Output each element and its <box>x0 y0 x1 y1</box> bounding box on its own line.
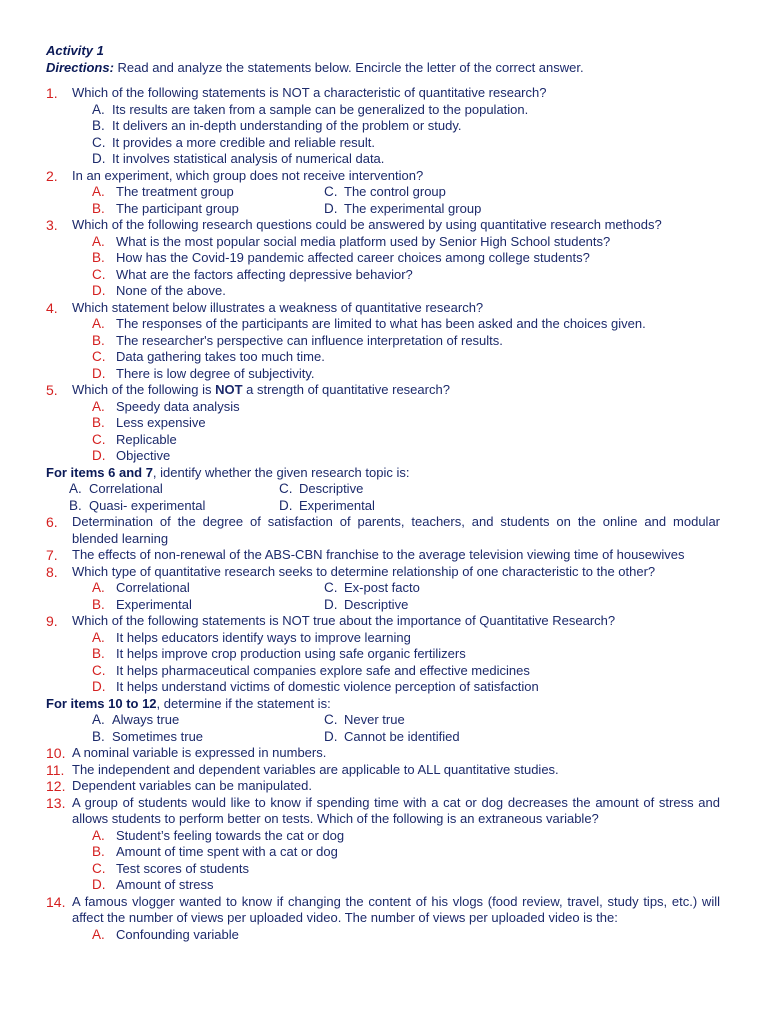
choice-a <box>69 481 279 498</box>
option-letter: C. <box>92 134 106 150</box>
option-text: Less expensive <box>116 415 206 430</box>
option-c[interactable] <box>324 580 720 597</box>
choice-d <box>279 498 720 515</box>
question-text-emphasis: NOT <box>215 382 243 397</box>
section-heading: For items 10 to 12 <box>46 695 157 711</box>
option-letter: A. <box>92 101 105 117</box>
question-11 <box>46 762 720 779</box>
choice-b <box>92 729 324 746</box>
option-text: It provides a more credible and reliable result. <box>112 134 376 150</box>
option-letter: C. <box>92 860 106 876</box>
option-letter: A. <box>92 398 105 414</box>
option-text: Speedy data analysis <box>116 398 240 414</box>
option-letter: A. <box>92 580 105 595</box>
option-a[interactable] <box>92 234 720 251</box>
section-text: , identify whether the given research topic is: <box>152 464 410 480</box>
question-text: The independent and dependent variables are applicable to ALL quantitative studies. <box>72 761 559 777</box>
option-text: It helps educators identify ways to improve learning <box>116 629 411 645</box>
option-a[interactable] <box>92 399 720 416</box>
option-letter: D. <box>92 877 106 892</box>
question-number: 14. <box>46 893 66 910</box>
option-text: Sometimes true <box>112 728 204 744</box>
option-c[interactable] <box>92 663 720 680</box>
option-letter: B. <box>92 596 105 612</box>
option-text: The experimental group <box>344 200 482 216</box>
question-number: 4. <box>46 299 58 316</box>
option-text: What is the most popular social media platform used by Senior High School students? <box>116 233 611 249</box>
question-number: 1. <box>46 85 58 101</box>
question-text: Which type of quantitative research seeks to determine relationship of one characteristic to the other? <box>72 563 656 579</box>
option-b[interactable] <box>92 201 324 218</box>
question-2 <box>46 168 720 185</box>
question-text: Which of the following statements is NOT true about the importance of Quantitative Research? <box>72 613 616 628</box>
option-text: How has the Covid-19 pandemic affected career choices among college students? <box>116 250 590 265</box>
option-text: Objective <box>116 448 171 463</box>
section-text: , determine if the statement is: <box>156 695 331 711</box>
option-letter: B. <box>92 200 105 216</box>
option-letter: B. <box>92 332 105 348</box>
option-text: Cannot be identified <box>344 728 460 744</box>
question-number: 12. <box>46 778 66 794</box>
question-10 <box>46 745 720 762</box>
option-letter: A. <box>92 926 105 942</box>
option-d[interactable] <box>92 877 720 894</box>
option-text: It helps improve crop production using safe organic fertilizers <box>116 646 466 661</box>
question-6 <box>46 514 720 547</box>
option-b[interactable] <box>92 333 720 350</box>
option-letter: B. <box>92 415 105 430</box>
question-text: A famous vlogger wanted to know if changing the content of his vlogs (food review, travel, study tips, etc.) will affect the number of views per uploaded video. The number of views per uploaded video is the: <box>72 893 720 925</box>
option-text: Test scores of students <box>116 860 249 876</box>
section-heading: For items 6 and 7 <box>46 464 153 480</box>
question-number: 3. <box>46 217 58 233</box>
question-3-options <box>46 234 720 300</box>
option-c[interactable] <box>324 184 720 201</box>
question-number: 7. <box>46 547 58 563</box>
option-letter: A. <box>92 184 105 199</box>
question-number: 2. <box>46 167 58 184</box>
option-text: Its results are taken from a sample can be generalized to the population. <box>112 101 529 117</box>
option-letter: B. <box>92 250 105 265</box>
option-letter: A. <box>92 316 105 331</box>
option-letter: C. <box>92 266 106 282</box>
option-b[interactable] <box>92 415 720 432</box>
option-text: Experimental <box>116 596 192 612</box>
option-text: Descriptive <box>299 481 364 496</box>
option-letter: C. <box>324 580 338 595</box>
option-text: The treatment group <box>116 184 234 199</box>
question-text: Dependent variables can be manipulated. <box>72 778 312 793</box>
option-letter: B. <box>69 497 82 513</box>
question-text: Which of the following statements is NOT a characteristic of quantitative research? <box>72 85 547 100</box>
option-letter: D. <box>92 365 106 381</box>
activity-title: Activity 1 <box>46 43 104 58</box>
option-a[interactable] <box>92 828 720 845</box>
option-letter: D. <box>92 448 106 463</box>
option-text: Ex-post facto <box>344 580 420 595</box>
option-text: Amount of stress <box>116 877 214 892</box>
option-a[interactable] <box>92 316 720 333</box>
choice-b <box>69 498 279 515</box>
option-text: Descriptive <box>344 596 409 612</box>
option-b[interactable] <box>92 646 720 663</box>
option-letter: A. <box>92 827 105 843</box>
option-d[interactable] <box>92 151 720 168</box>
option-text: Never true <box>344 712 405 727</box>
question-number: 9. <box>46 613 58 629</box>
option-letter: C. <box>324 184 338 199</box>
section-instruction-6-7 <box>46 465 720 482</box>
option-b[interactable] <box>92 118 720 135</box>
question-text: The effects of non-renewal of the ABS-CBN franchise to the average television viewing time of housewives <box>72 547 685 562</box>
question-text-post: a strength of quantitative research? <box>242 382 450 397</box>
option-b[interactable] <box>92 250 720 267</box>
option-text: What are the factors affecting depressive behavior? <box>116 266 413 282</box>
question-14 <box>46 894 720 927</box>
option-letter: A. <box>92 233 105 249</box>
question-number: 6. <box>46 514 58 530</box>
question-1 <box>46 85 720 102</box>
question-4 <box>46 300 720 317</box>
question-1-options <box>46 102 720 168</box>
option-letter: C. <box>92 431 106 447</box>
option-letter: C. <box>324 712 338 727</box>
section-1-choices <box>46 481 720 514</box>
question-text-pre: Which of the following is <box>72 382 216 397</box>
question-text <box>72 382 720 399</box>
question-number: 5. <box>46 382 58 398</box>
option-text: The control group <box>344 184 446 199</box>
option-letter: D. <box>92 151 106 166</box>
question-7 <box>46 547 720 564</box>
choice-a <box>92 712 324 729</box>
question-13 <box>46 795 720 828</box>
option-letter: D. <box>324 596 338 612</box>
option-letter: A. <box>92 629 105 645</box>
option-letter: C. <box>92 662 106 678</box>
directions-label: Directions: <box>46 59 114 75</box>
section-instruction-10-12 <box>46 696 720 713</box>
option-text: Confounding variable <box>116 926 239 942</box>
option-letter: D. <box>92 679 106 694</box>
option-a[interactable] <box>92 102 720 119</box>
option-a[interactable] <box>92 927 720 944</box>
option-letter: A. <box>92 712 105 727</box>
option-b[interactable] <box>92 844 720 861</box>
option-c[interactable] <box>92 349 720 366</box>
option-c[interactable] <box>92 432 720 449</box>
option-letter: D. <box>324 728 338 744</box>
question-14-options <box>46 927 720 944</box>
option-letter: C. <box>279 481 293 496</box>
option-text: The responses of the participants are limited to what has been asked and the choices given. <box>116 316 646 331</box>
question-13-options <box>46 828 720 894</box>
question-number: 8. <box>46 563 58 580</box>
choice-d <box>324 729 720 746</box>
question-9 <box>46 613 720 630</box>
option-letter: C. <box>92 349 106 364</box>
option-d[interactable] <box>92 448 720 465</box>
option-d[interactable] <box>324 201 720 218</box>
option-text: Experimental <box>299 497 375 513</box>
option-text: Amount of time spent with a cat or dog <box>116 844 338 859</box>
option-text: It helps pharmaceutical companies explore safe and effective medicines <box>116 662 530 678</box>
question-8-options <box>46 580 720 613</box>
option-letter: B. <box>92 118 105 133</box>
option-a[interactable] <box>92 630 720 647</box>
question-text: Which statement below illustrates a weakness of quantitative research? <box>72 299 484 315</box>
option-letter: D. <box>324 200 338 216</box>
option-text: It delivers an in-depth understanding of the problem or study. <box>112 118 462 133</box>
option-text: The researcher's perspective can influence interpretation of results. <box>116 332 503 348</box>
option-text: Correlational <box>116 580 190 595</box>
choice-c <box>279 481 720 498</box>
option-text: Quasi- experimental <box>89 497 206 513</box>
option-text: Correlational <box>89 481 163 496</box>
question-text: In an experiment, which group does not receive intervention? <box>72 167 424 183</box>
option-text: Student’s feeling towards the cat or dog <box>116 827 345 843</box>
option-letter: A. <box>69 481 82 496</box>
question-5-options <box>46 399 720 465</box>
question-text: Which of the following research questions could be answered by using quantitative research methods? <box>72 217 662 232</box>
question-number: 10. <box>46 745 66 761</box>
option-text: It helps understand victims of domestic violence perception of satisfaction <box>116 679 539 694</box>
question-5 <box>46 382 720 399</box>
option-letter: B. <box>92 646 105 661</box>
question-4-options <box>46 316 720 382</box>
directions <box>46 60 720 77</box>
option-d[interactable] <box>92 283 720 300</box>
option-text: Always true <box>112 712 180 727</box>
question-2-options <box>46 184 720 217</box>
question-9-options <box>46 630 720 696</box>
option-c[interactable] <box>92 267 720 284</box>
option-a[interactable] <box>92 580 324 597</box>
option-text: It involves statistical analysis of numerical data. <box>112 151 385 166</box>
question-12 <box>46 778 720 795</box>
option-text: Data gathering takes too much time. <box>116 349 325 364</box>
option-letter: B. <box>92 844 105 859</box>
question-text: Determination of the degree of satisfaction of parents, teachers, and students on the online and modular blended learning <box>72 514 720 546</box>
question-text: A nominal variable is expressed in numbers. <box>72 745 327 760</box>
option-c[interactable] <box>92 861 720 878</box>
option-letter: B. <box>92 728 105 744</box>
question-text: A group of students would like to know if spending time with a cat or dog decreases the amount of stress and allows students to perform better on tests. Which of the following is an extraneous variable? <box>72 794 720 826</box>
option-d[interactable] <box>92 679 720 696</box>
question-number: 13. <box>46 794 66 811</box>
option-letter: D. <box>279 497 293 513</box>
option-c[interactable] <box>92 135 720 152</box>
option-text: There is low degree of subjectivity. <box>116 365 315 381</box>
option-text: The participant group <box>116 200 239 216</box>
question-3 <box>46 217 720 234</box>
option-text: None of the above. <box>116 283 226 298</box>
option-b[interactable] <box>92 597 324 614</box>
directions-text: Read and analyze the statements below. Encircle the letter of the correct answer. <box>113 59 584 75</box>
option-d[interactable] <box>324 597 720 614</box>
option-d[interactable] <box>92 366 720 383</box>
choice-c <box>324 712 720 729</box>
question-number: 11. <box>46 761 65 778</box>
option-a[interactable] <box>92 184 324 201</box>
question-8 <box>46 564 720 581</box>
option-letter: D. <box>92 283 106 298</box>
option-text: Replicable <box>116 431 177 447</box>
section-2-choices <box>46 712 720 745</box>
